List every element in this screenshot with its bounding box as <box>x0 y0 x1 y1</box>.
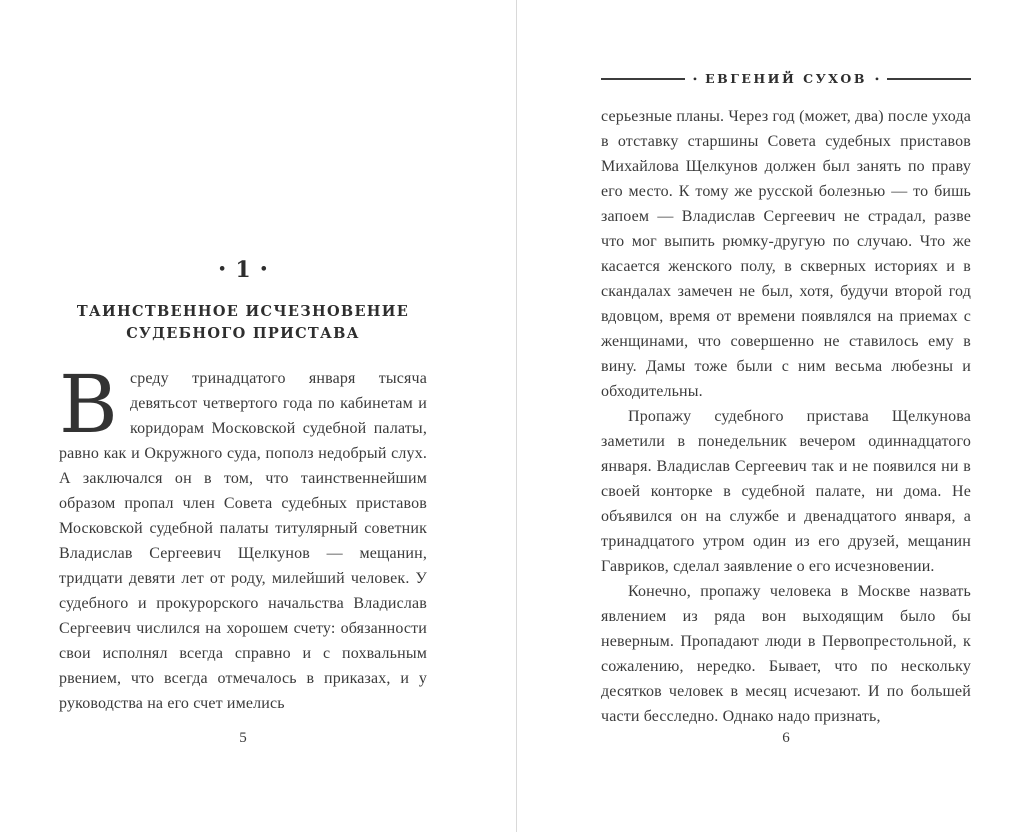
ornament-dot-icon: • <box>874 71 880 86</box>
chapter-title: ТАИНСТВЕННОЕ ИСЧЕЗНОВЕНИЕ СУДЕБНОГО ПРИСТАВА <box>76 303 410 342</box>
running-header <box>601 71 971 86</box>
running-header-author: ЕВГЕНИЙ СУХОВ <box>705 71 867 86</box>
right-page-body <box>601 104 971 729</box>
header-rule-right <box>887 78 971 80</box>
header-rule-left <box>601 78 685 80</box>
ornament-dot-icon: • <box>218 262 227 277</box>
drop-cap: В <box>59 358 118 451</box>
page-gutter-divider <box>516 0 517 832</box>
right-page-paragraph: серьезные планы. Через год (может, два) после ухода в отставку старшины Совета судебных приставов Михайлова Щелкунов должен был занять по праву его место. К тому же русской болезнью — то бишь запоем — Владислав Сергеевич не страдал, разве что мог выпить рюмку-другую по случаю. Что же касается женского полу, в скверных историях и в скандалах замечен не был, хотя, будучи второй год вдовцом, время от времени появлялся на приемах с женщинами, что совершенно не ставилось ему в вину. Дамы тоже были с ним весьма любезны и обходительны. <box>601 108 971 400</box>
right-page-number: 6 <box>782 730 790 746</box>
ornament-dot-icon: • <box>259 262 268 277</box>
left-page-number: 5 <box>239 730 247 746</box>
left-page <box>59 0 427 832</box>
right-page-paragraph: Конечно, пропажу человека в Москве назвать явлением из ряда вон выходящим было бы неверным. Пропадают люди в Первопрестольной, к сожалению, нередко. Бывает, что по нескольку десятков человек в месяц исчезают. И по большей части бесследно. Однако надо признать, <box>601 583 971 725</box>
left-page-body <box>59 358 427 716</box>
chapter-number-value: 1 <box>235 257 251 283</box>
left-page-paragraph: среду тринадцатого января тысяча девятьсот четвертого года по кабинетам и коридорам Московской судебной палаты, равно как и Окружного суда, пополз недобрый слух. А заключался он в том, что таинственнейшим образом пропал член Совета судебных приставов Московской судебной палаты титулярный советник Владислав Сергеевич Щелкунов — мещанин, тридцати девяти лет от роду, милейший человек. У судебного и прокурорского начальства Владислав Сергеевич числился на хорошем счету: обязанности свои исполнял всегда справно и с похвальным рвением, что всегда отмечалось в приказах, и у руководства на его счет имелись <box>59 370 427 712</box>
right-page-paragraph: Пропажу судебного пристава Щелкунова заметили в понедельник вечером одиннадцатого января. Владислав Сергеевич так и не появился ни в своей конторке в судебной палате, ни дома. Не объявился он на службе и двенадцатого января, а тринадцатого утром один из его друзей, мещанин Гавриков, сделал заявление о его исчезновении. <box>601 408 971 575</box>
chapter-number <box>59 257 427 283</box>
ornament-dot-icon: • <box>692 71 698 86</box>
right-page <box>601 0 971 832</box>
